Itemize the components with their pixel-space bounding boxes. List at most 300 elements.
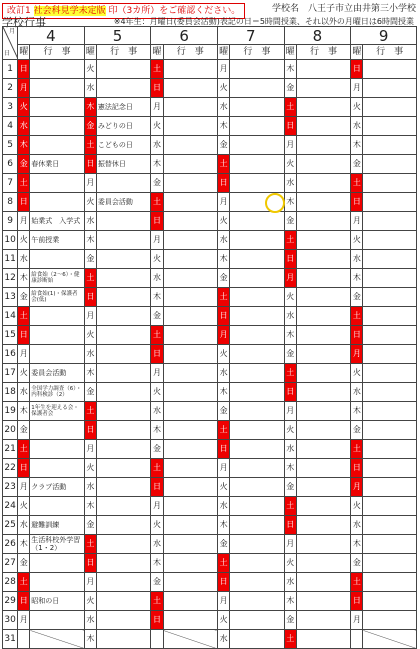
weekday-cell: 日: [284, 117, 296, 136]
weekday-cell: 日: [18, 459, 30, 478]
day-number: 14: [3, 307, 18, 326]
month-header-5: 5: [84, 27, 151, 45]
weekday-cell: 金: [18, 288, 30, 307]
weekday-cell: 月: [351, 478, 363, 497]
event-cell: [363, 136, 417, 155]
events-column-header: 行 事: [30, 45, 85, 60]
day-row: [3, 535, 417, 554]
weekday-cell: 月: [284, 269, 296, 288]
event-cell: [30, 193, 85, 212]
weekday-column-header: 曜: [18, 45, 30, 60]
event-cell: [163, 402, 218, 421]
weekday-cell: 金: [218, 402, 230, 421]
weekday-cell: 土: [284, 98, 296, 117]
weekday-cell: 水: [351, 250, 363, 269]
event-cell: [30, 421, 85, 440]
day-number: 1: [3, 60, 18, 79]
weekday-cell: 日: [351, 60, 363, 79]
weekday-cell: 日: [18, 60, 30, 79]
event-cell: [163, 231, 218, 250]
weekday-cell: 水: [84, 345, 96, 364]
event-cell: 春休業日: [30, 155, 85, 174]
event-cell: [296, 478, 351, 497]
weekday-cell: 火: [151, 117, 163, 136]
weekday-cell: 土: [218, 288, 230, 307]
weekday-cell: 月: [84, 307, 96, 326]
event-cell: [363, 535, 417, 554]
corner-month-label: 月: [9, 28, 16, 35]
weekday-cell: 火: [151, 250, 163, 269]
event-cell: [230, 269, 285, 288]
weekday-cell: 月: [18, 345, 30, 364]
event-cell: [96, 212, 151, 231]
weekday-cell: 月: [218, 592, 230, 611]
weekday-cell: 土: [218, 421, 230, 440]
day-number: 17: [3, 364, 18, 383]
event-cell: [230, 421, 285, 440]
event-cell: [230, 497, 285, 516]
weekday-cell: 水: [151, 269, 163, 288]
event-cell: [96, 497, 151, 516]
event-cell: [296, 250, 351, 269]
weekday-cell: 土: [151, 193, 163, 212]
event-cell: [163, 60, 218, 79]
weekday-cell: 月: [351, 212, 363, 231]
day-number: 23: [3, 478, 18, 497]
day-row: [3, 383, 417, 402]
weekday-cell: [18, 630, 30, 649]
weekday-cell: 日: [84, 288, 96, 307]
events-column-header: 行 事: [163, 45, 218, 60]
event-cell: [363, 364, 417, 383]
day-row: [3, 592, 417, 611]
weekday-cell: 日: [218, 174, 230, 193]
events-column-header: 行 事: [363, 45, 417, 60]
event-cell: [230, 307, 285, 326]
event-cell: [296, 269, 351, 288]
weekday-cell: 日: [84, 554, 96, 573]
event-cell: 避難訓練: [30, 516, 85, 535]
weekday-cell: 火: [218, 611, 230, 630]
event-cell: [230, 402, 285, 421]
event-cell: [363, 155, 417, 174]
event-cell: [163, 288, 218, 307]
event-cell: [163, 383, 218, 402]
weekday-cell: 火: [84, 60, 96, 79]
event-cell: [296, 307, 351, 326]
event-cell: [230, 117, 285, 136]
event-cell: 昭和の日: [30, 592, 85, 611]
school-name: 学校名 八王子市立由井第三小学校: [271, 4, 416, 14]
day-number: 22: [3, 459, 18, 478]
weekday-cell: 日: [351, 592, 363, 611]
event-cell: [363, 193, 417, 212]
revision-highlight: 社会科見学未定版: [33, 6, 106, 16]
month-header-6: 6: [151, 27, 218, 45]
weekday-cell: 土: [18, 307, 30, 326]
event-cell: [30, 136, 85, 155]
day-row: [3, 136, 417, 155]
event-cell: [96, 478, 151, 497]
event-cell: [230, 554, 285, 573]
event-cell: [30, 630, 85, 649]
weekday-cell: 金: [18, 421, 30, 440]
event-cell: [96, 174, 151, 193]
weekday-cell: 木: [84, 364, 96, 383]
event-cell: [296, 497, 351, 516]
weekday-cell: 木: [351, 402, 363, 421]
weekday-cell: 木: [218, 117, 230, 136]
event-cell: [296, 155, 351, 174]
event-cell: こどもの日: [96, 136, 151, 155]
day-number: 11: [3, 250, 18, 269]
weekday-cell: 木: [351, 269, 363, 288]
event-cell: [296, 60, 351, 79]
event-cell: [296, 117, 351, 136]
event-cell: [96, 364, 151, 383]
weekday-cell: 火: [84, 459, 96, 478]
weekday-cell: 木: [284, 592, 296, 611]
event-cell: [363, 117, 417, 136]
event-cell: [296, 136, 351, 155]
day-number: 15: [3, 326, 18, 345]
event-cell: [163, 117, 218, 136]
weekday-cell: 火: [84, 592, 96, 611]
weekday-cell: 木: [284, 193, 296, 212]
weekday-cell: 水: [284, 307, 296, 326]
weekday-cell: 土: [151, 326, 163, 345]
event-cell: [163, 326, 218, 345]
event-cell: [363, 497, 417, 516]
event-cell: [163, 478, 218, 497]
weekday-cell: 日: [151, 478, 163, 497]
event-cell: [96, 630, 151, 649]
event-cell: [163, 136, 218, 155]
weekday-cell: 火: [351, 98, 363, 117]
weekday-cell: 火: [284, 288, 296, 307]
event-cell: 給食始（2～6）・健康診断始: [30, 269, 85, 288]
event-cell: 午前授業: [30, 231, 85, 250]
day-row: [3, 573, 417, 592]
weekday-cell: 日: [151, 79, 163, 98]
event-cell: [230, 383, 285, 402]
weekday-cell: 水: [218, 630, 230, 649]
weekday-cell: 火: [18, 497, 30, 516]
day-row: [3, 459, 417, 478]
revision-text: 印（3カ所）をご確認ください。: [108, 6, 241, 16]
event-cell: [230, 326, 285, 345]
weekday-cell: 金: [218, 136, 230, 155]
event-cell: [96, 554, 151, 573]
event-cell: [163, 79, 218, 98]
day-number: 3: [3, 98, 18, 117]
highlight-circle: [265, 193, 285, 213]
weekday-cell: 木: [284, 326, 296, 345]
event-cell: [163, 155, 218, 174]
weekday-cell: 火: [351, 364, 363, 383]
event-cell: [296, 440, 351, 459]
event-cell: 給食始(1)・保護者会(低): [30, 288, 85, 307]
weekday-cell: 日: [218, 440, 230, 459]
weekday-cell: 月: [218, 193, 230, 212]
weekday-cell: 金: [84, 516, 96, 535]
weekday-cell: 木: [284, 60, 296, 79]
weekday-cell: 日: [18, 193, 30, 212]
weekday-cell: 水: [151, 402, 163, 421]
event-cell: [363, 307, 417, 326]
weekday-cell: 木: [18, 269, 30, 288]
day-row: [3, 326, 417, 345]
event-cell: [163, 269, 218, 288]
event-cell: [363, 592, 417, 611]
weekday-cell: 水: [218, 98, 230, 117]
weekday-cell: 水: [151, 136, 163, 155]
event-cell: [163, 345, 218, 364]
weekday-cell: 火: [218, 79, 230, 98]
weekday-cell: 土: [351, 573, 363, 592]
event-cell: [230, 592, 285, 611]
weekday-cell: 水: [284, 573, 296, 592]
event-cell: 委員会活動: [30, 364, 85, 383]
event-cell: [296, 516, 351, 535]
weekday-cell: 金: [284, 345, 296, 364]
weekday-cell: 月: [151, 364, 163, 383]
day-row: [3, 212, 417, 231]
weekday-cell: 火: [18, 364, 30, 383]
events-column-header: 行 事: [296, 45, 351, 60]
corner-day-label: 日: [4, 50, 11, 57]
month-header-8: 8: [284, 27, 351, 45]
event-cell: [296, 231, 351, 250]
weekday-cell: 水: [84, 478, 96, 497]
event-cell: [363, 174, 417, 193]
weekday-cell: 月: [84, 174, 96, 193]
weekday-cell: 木: [151, 288, 163, 307]
month-header-7: 7: [218, 27, 285, 45]
weekday-cell: 金: [151, 174, 163, 193]
day-number: 24: [3, 497, 18, 516]
weekday-cell: 土: [84, 136, 96, 155]
event-cell: [230, 250, 285, 269]
event-cell: [363, 326, 417, 345]
weekday-cell: 木: [151, 554, 163, 573]
weekday-cell: 火: [218, 478, 230, 497]
event-cell: [96, 440, 151, 459]
event-cell: [163, 193, 218, 212]
event-cell: [363, 573, 417, 592]
weekday-cell: 水: [18, 117, 30, 136]
day-row: [3, 516, 417, 535]
weekday-cell: 月: [84, 440, 96, 459]
weekday-cell: 月: [284, 136, 296, 155]
event-cell: [30, 554, 85, 573]
weekday-cell: 日: [351, 326, 363, 345]
weekday-cell: 月: [351, 611, 363, 630]
event-cell: [163, 98, 218, 117]
event-cell: [296, 421, 351, 440]
weekday-cell: 月: [151, 497, 163, 516]
day-row: [3, 288, 417, 307]
weekday-cell: 日: [218, 307, 230, 326]
weekday-cell: 木: [18, 136, 30, 155]
event-cell: [96, 60, 151, 79]
weekday-cell: 金: [284, 478, 296, 497]
weekday-cell: [151, 630, 163, 649]
event-cell: 委員会活動: [96, 193, 151, 212]
event-cell: [163, 174, 218, 193]
day-row: [3, 402, 417, 421]
weekday-cell: 土: [284, 630, 296, 649]
event-cell: [363, 383, 417, 402]
day-number: 12: [3, 269, 18, 288]
day-number: 28: [3, 573, 18, 592]
event-cell: [163, 250, 218, 269]
weekday-cell: 日: [151, 212, 163, 231]
weekday-cell: 水: [218, 364, 230, 383]
event-cell: [96, 421, 151, 440]
event-cell: [230, 516, 285, 535]
weekday-cell: 日: [284, 250, 296, 269]
weekday-cell: 月: [284, 535, 296, 554]
day-row: [3, 117, 417, 136]
weekday-cell: 月: [84, 573, 96, 592]
event-cell: [30, 98, 85, 117]
day-number: 26: [3, 535, 18, 554]
event-cell: [96, 307, 151, 326]
event-cell: [296, 459, 351, 478]
event-cell: [96, 611, 151, 630]
weekday-column-header: 曜: [284, 45, 296, 60]
event-cell: [230, 79, 285, 98]
event-cell: [363, 98, 417, 117]
weekday-cell: 日: [84, 421, 96, 440]
day-row: [3, 364, 417, 383]
day-number: 16: [3, 345, 18, 364]
event-cell: [230, 136, 285, 155]
weekday-cell: 水: [218, 231, 230, 250]
weekday-column-header: 曜: [218, 45, 230, 60]
weekday-cell: 水: [18, 250, 30, 269]
weekday-cell: 土: [351, 307, 363, 326]
weekday-cell: 月: [18, 79, 30, 98]
weekday-cell: 日: [151, 345, 163, 364]
event-cell: [163, 573, 218, 592]
weekday-cell: 火: [151, 516, 163, 535]
event-cell: [296, 630, 351, 649]
day-row: [3, 345, 417, 364]
weekday-cell: 月: [284, 402, 296, 421]
event-cell: [296, 79, 351, 98]
weekday-cell: 土: [18, 440, 30, 459]
day-number: 27: [3, 554, 18, 573]
weekday-cell: 土: [18, 573, 30, 592]
event-cell: [96, 573, 151, 592]
event-cell: [96, 535, 151, 554]
day-number: 21: [3, 440, 18, 459]
weekday-cell: 土: [151, 592, 163, 611]
weekday-cell: 日: [84, 155, 96, 174]
day-number: 5: [3, 136, 18, 155]
day-number: 29: [3, 592, 18, 611]
event-cell: [363, 516, 417, 535]
event-cell: [30, 459, 85, 478]
event-cell: [230, 535, 285, 554]
day-row: [3, 231, 417, 250]
weekday-cell: 月: [18, 478, 30, 497]
event-cell: [230, 212, 285, 231]
weekday-cell: 火: [18, 98, 30, 117]
event-cell: [163, 592, 218, 611]
day-number: 31: [3, 630, 18, 649]
weekday-cell: 月: [218, 326, 230, 345]
event-cell: [296, 288, 351, 307]
month-header-9: 9: [351, 27, 417, 45]
events-column-header: 行 事: [96, 45, 151, 60]
event-cell: [163, 554, 218, 573]
revision-label: 改訂1: [7, 6, 31, 16]
event-cell: [230, 155, 285, 174]
weekday-cell: 土: [84, 535, 96, 554]
event-cell: [296, 98, 351, 117]
weekday-cell: 金: [18, 155, 30, 174]
event-cell: [163, 364, 218, 383]
weekday-cell: 金: [151, 307, 163, 326]
day-row: [3, 269, 417, 288]
event-cell: [96, 383, 151, 402]
weekday-cell: 火: [84, 326, 96, 345]
event-cell: [296, 345, 351, 364]
weekday-cell: 日: [18, 326, 30, 345]
event-cell: [96, 345, 151, 364]
weekday-column-header: 曜: [351, 45, 363, 60]
day-row: [3, 630, 417, 649]
event-cell: [296, 212, 351, 231]
event-cell: [163, 307, 218, 326]
weekday-cell: 金: [351, 421, 363, 440]
weekday-cell: 土: [151, 60, 163, 79]
day-number: 20: [3, 421, 18, 440]
weekday-cell: 月: [218, 459, 230, 478]
event-cell: [30, 307, 85, 326]
weekday-cell: 金: [151, 440, 163, 459]
day-row: [3, 193, 417, 212]
day-row: [3, 497, 417, 516]
weekday-cell: 水: [151, 535, 163, 554]
event-cell: [163, 630, 218, 649]
weekday-cell: 金: [84, 250, 96, 269]
day-number: 9: [3, 212, 18, 231]
weekday-cell: 木: [151, 155, 163, 174]
weekday-cell: 木: [218, 250, 230, 269]
event-cell: [363, 60, 417, 79]
event-cell: [96, 516, 151, 535]
weekday-cell: 日: [351, 193, 363, 212]
day-row: [3, 307, 417, 326]
event-cell: [363, 440, 417, 459]
weekday-cell: 土: [18, 174, 30, 193]
event-cell: [363, 79, 417, 98]
event-cell: 生活科校外学習（1・2）: [30, 535, 85, 554]
weekday-column-header: 曜: [84, 45, 96, 60]
event-cell: [230, 231, 285, 250]
weekday-cell: 金: [84, 383, 96, 402]
weekday-cell: 木: [151, 421, 163, 440]
corner-cell: [3, 27, 18, 60]
event-cell: [363, 421, 417, 440]
weekday-cell: 水: [351, 117, 363, 136]
event-cell: [296, 611, 351, 630]
event-cell: [163, 497, 218, 516]
